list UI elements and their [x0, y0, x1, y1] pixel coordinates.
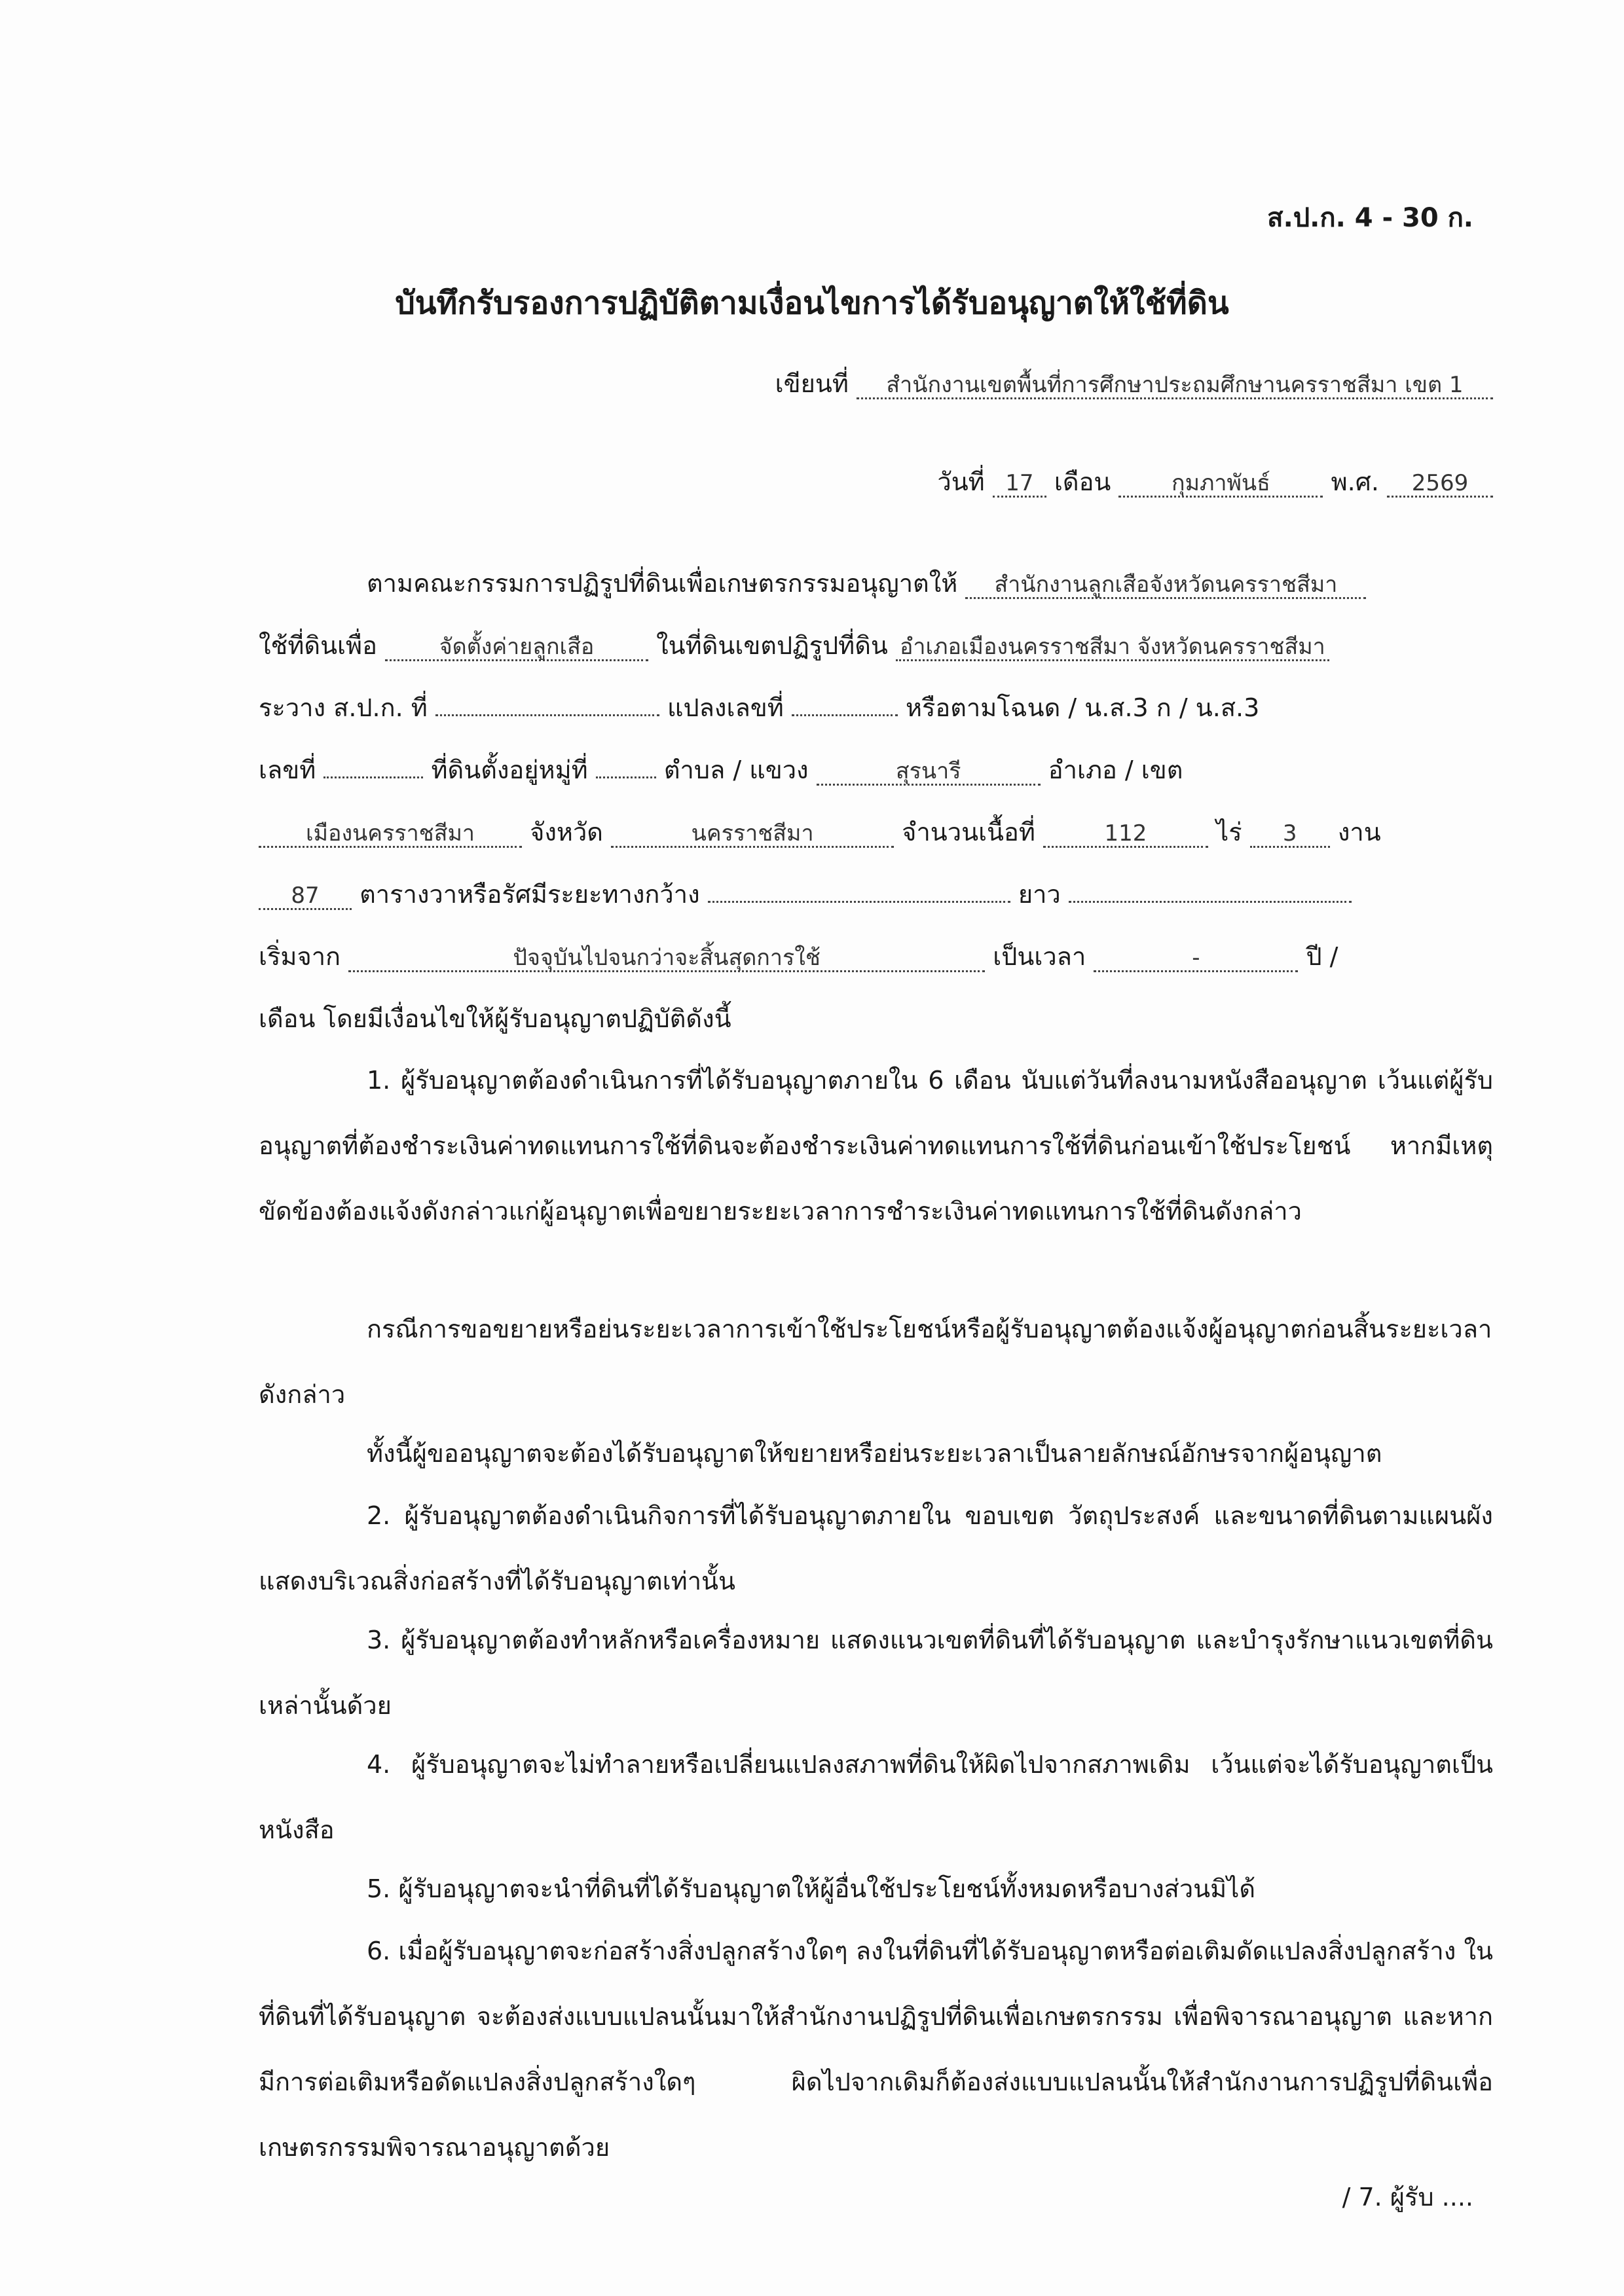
area-label: จำนวนเนื้อที่ [902, 818, 1035, 847]
day-label: วันที่ [937, 467, 985, 496]
condition-1-note: ทั้งนี้ผู้ขออนุญาตจะต้องได้รับอนุญาตให้ขยายหรือย่นระยะเวลาเป็นลายลักษณ์อักษรจากผู้อนุญาต [367, 1439, 1382, 1468]
rai-label: ไร่ [1216, 818, 1242, 847]
village-value [596, 776, 656, 778]
written-at-line [259, 363, 1493, 409]
subdistrict-value: สุรนารี [817, 759, 1041, 786]
district-value: เมืองนครราชสีมา [259, 822, 522, 848]
condition-3: 3. ผู้รับอนุญาตต้องทำหลักหรือเครื่องหมาย แสดงแนวเขตที่ดินที่ได้รับอนุญาต และบำรุงรักษาแนวเขตที่ดินเหล่านั้นด้วย [259, 1626, 1493, 1720]
purpose-value: จัดตั้งค่ายลูกเสือ [385, 635, 648, 661]
deed-label: หรือตามโฉนด / น.ส.3 ก / น.ส.3 [905, 693, 1260, 722]
permit-line-4 [259, 750, 1493, 795]
written-at-value: สำนักงานเขตพื้นที่การศึกษาประถมศึกษานครราชสีมา เขต 1 [857, 373, 1493, 399]
month-value: กุมภาพันธ์ [1118, 471, 1323, 498]
subdistrict-label: ตำบล / แขวง [663, 756, 809, 784]
purpose-label: ใช้ที่ดินเพื่อ [259, 631, 377, 660]
district-label: อำเภอ / เขต [1048, 756, 1183, 784]
permit-line-6 [259, 874, 1493, 920]
number-label: เลขที่ [259, 756, 316, 784]
start-label: เริ่มจาก [259, 942, 341, 971]
village-label: ที่ดินตั้งอยู่หมู่ที่ [431, 756, 588, 784]
start-value: ปัจจุบันไปจนกว่าจะสิ้นสุดการใช้ [348, 946, 985, 972]
reform-area-value: อำเภอเมืองนครราชสีมา จังหวัดนครราชสีมา [896, 635, 1329, 661]
wa-value: 87 [259, 884, 352, 910]
rai-value: 112 [1043, 822, 1208, 848]
width-label: ตารางวาหรือรัศมีระยะทางกว้าง [360, 880, 700, 909]
grantee-value: สำนักงานลูกเสือจังหวัดนครราชสีมา [965, 573, 1366, 599]
number-value [323, 776, 423, 778]
document-title: บันทึกรับรองการปฏิบัติตามเงื่อนไขการได้รับอนุญาตให้ใช้ที่ดิน [395, 285, 1229, 321]
duration-label: เป็นเวลา [993, 942, 1086, 971]
condition-2: 2. ผู้รับอนุญาตต้องดำเนินกิจการที่ได้รับอนุญาตภายใน ขอบเขต วัตถุประสงค์ และขนาดที่ดินตามแผนผังแสดงบริเวณสิ่งก่อสร้างที่ได้รับอนุญาตเท่านั้น [259, 1501, 1493, 1595]
permit-line-2 [259, 625, 1493, 671]
day-value: 17 [993, 471, 1046, 498]
length-value [1069, 901, 1352, 903]
date-line [259, 462, 1493, 507]
continued-marker: / 7. ผู้รับ .... [1342, 2183, 1473, 2212]
ngan-label: งาน [1337, 818, 1381, 847]
condition-5: 5. ผู้รับอนุญาตจะนำที่ดินที่ได้รับอนุญาตให้ผู้อื่นใช้ประโยชน์ทั้งหมดหรือบางส่วนมิได้ [367, 1874, 1255, 1903]
year-value: 2569 [1387, 471, 1493, 498]
permit-line-5 [259, 812, 1493, 858]
month-label: เดือน [1054, 467, 1111, 496]
form-code: ส.ป.ก. 4 - 30 ก. [1267, 203, 1473, 233]
width-value [708, 901, 1010, 903]
permit-line-8: เดือน โดยมีเงื่อนไขให้ผู้รับอนุญาตปฏิบัติดังนี้ [259, 1004, 731, 1033]
permit-line-7 [259, 936, 1493, 982]
year-month-label: ปี / [1306, 942, 1338, 971]
length-label: ยาว [1018, 880, 1061, 909]
condition-4: 4. ผู้รับอนุญาตจะไม่ทำลายหรือเปลี่ยนแปลงสภาพที่ดินให้ผิดไปจากสภาพเดิม เว้นแต่จะได้รับอนุญาตเป็นหนังสือ [259, 1750, 1493, 1844]
year-label: พ.ศ. [1331, 467, 1379, 496]
ngan-value: 3 [1250, 822, 1330, 848]
map-sheet-value [435, 714, 659, 716]
plot-label: แปลงเลขที่ [667, 693, 784, 722]
permit-intro: ตามคณะกรรมการปฏิรูปที่ดินเพื่อเกษตรกรรมอนุญาตให้ [367, 569, 958, 598]
reform-area-label: ในที่ดินเขตปฏิรูปที่ดิน [656, 631, 888, 660]
plot-value [792, 714, 898, 716]
province-value: นครราชสีมา [611, 822, 894, 848]
province-label: จังหวัด [530, 818, 603, 847]
condition-1: 1. ผู้รับอนุญาตต้องดำเนินการที่ได้รับอนุญาตภายใน 6 เดือน นับแต่วันที่ลงนามหนังสืออนุญาต เว้นแต่ผู้รับอนุญาตที่ต้องชำระเงินค่าทดแทนการใช้ที่ดินจะต้องชำระเงินค่าทดแทนการใช้ที่ดินก่อนเข้าใช้ประโยชน์ หากมีเหตุขัดข้องต้องแจ้งดังกล่าวแก่ผู้อนุญาตเพื่อขยายระยะเวลาการชำระเงินค่าทดแทนการใช้ที่ดินดังกล่าว [259, 1066, 1493, 1226]
condition-1-extension: กรณีการขอขยายหรือย่นระยะเวลาการเข้าใช้ประโยชน์หรือผู้รับอนุญาตต้องแจ้งผู้อนุญาตก่อนสิ้นระยะเวลา ดังกล่าว [259, 1315, 1492, 1409]
written-at-label: เขียนที่ [775, 369, 849, 398]
condition-6: 6. เมื่อผู้รับอนุญาตจะก่อสร้างสิ่งปลูกสร้างใดๆ ลงในที่ดินที่ได้รับอนุญาตหรือต่อเติมดัดแปลงสิ่งปลูกสร้าง ในที่ดินที่ได้รับอนุญาต จะต้องส่งแบบแปลนนั้นมาให้สำนักงานปฏิรูปที่ดินเพื่อเกษตรกรรม เพื่อพิจารณาอนุญาต และหากมีการต่อเติมหรือดัดแปลงสิ่งปลูกสร้างใดๆ ผิดไปจากเดิมก็ต้องส่งแบบแปลนนั้นให้สำนักงานการปฏิรูปที่ดินเพื่อเกษตรกรรมพิจารณาอนุญาตด้วย [259, 1937, 1493, 2162]
permit-line-3 [259, 687, 1493, 733]
map-sheet-label: ระวาง ส.ป.ก. ที่ [259, 693, 428, 722]
permit-line-1 [259, 563, 1493, 609]
duration-value: - [1094, 946, 1298, 972]
